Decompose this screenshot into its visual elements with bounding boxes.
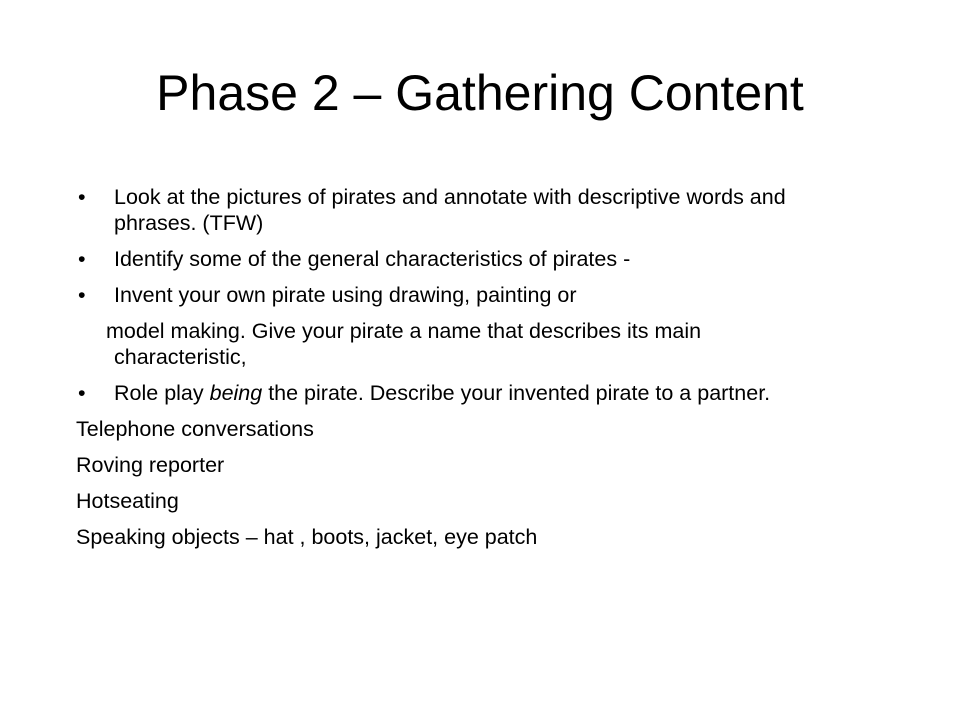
bullet-item-invent: [76, 282, 816, 308]
slide-content: [76, 184, 816, 560]
bullet-text: Invent your own pirate using drawing, painting or: [114, 283, 577, 307]
line-telephone: Telephone conversations: [76, 417, 314, 441]
line-speaking-objects: Speaking objects – hat , boots, jacket, eye patch: [76, 525, 538, 549]
bullet-dot: •: [78, 381, 86, 405]
bullet-dot: •: [78, 185, 86, 209]
bullet-item-annotate: [76, 184, 816, 236]
bullet-text: Identify some of the general characteristics of pirates -: [114, 247, 631, 271]
roleplay-after: the pirate. Describe your invented pirate to a partner.: [262, 381, 771, 405]
bullet-text: [114, 381, 770, 405]
bullet-dot: •: [78, 247, 86, 271]
line-roving-reporter: Roving reporter: [76, 453, 225, 477]
bullet-text: Look at the pictures of pirates and annotate with descriptive words and phrases. (TFW): [114, 185, 786, 235]
bullet-dot: •: [78, 283, 86, 307]
slide-title: Phase 2 – Gathering Content: [156, 65, 804, 121]
roleplay-emphasis: being: [209, 381, 263, 405]
continuation-text: model making. Give your pirate a name that describes its main characteristic,: [106, 319, 702, 369]
bullet-item-characteristics: [76, 246, 816, 272]
roleplay-before: Role play: [114, 381, 210, 405]
bullet-item-roleplay: [76, 380, 816, 406]
line-hotseating: Hotseating: [76, 489, 179, 513]
